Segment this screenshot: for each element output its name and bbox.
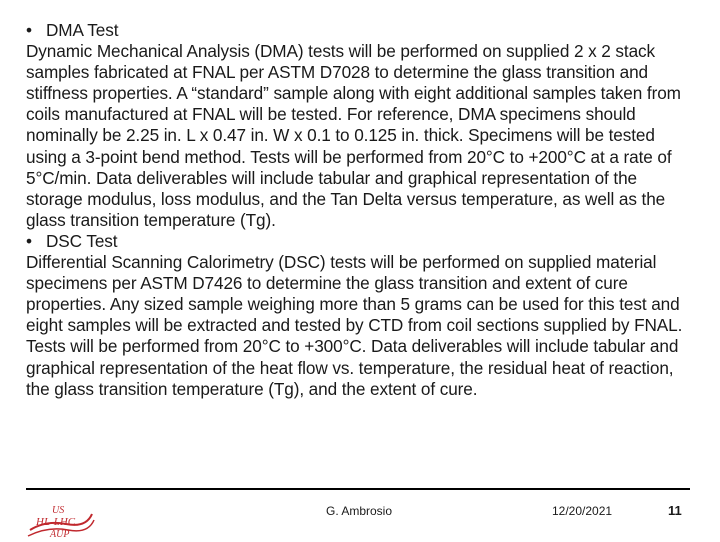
section-body-dma: Dynamic Mechanical Analysis (DMA) tests will be performed on supplied 2 x 2 stack samples fabricated at FNAL per ASTM D7028 to determine the glass transition and stiffness properties. A “standard” sample along with eight additional samples taken from coils manufactured at FNAL will be tested. For reference, DMA specimens should nominally be 2.25 in. L x 0.47 in. W x 0.1 to 0.125 in. thick. Specimens will be tested using a 3-point bend method. Tests will be performed from 20°C to +200°C at a rate of 5°C/min. Data deliverables will include tabular and graphical representation of the storage modulus, loss modulus, and the Tan Delta versus temperature, as well as the glass transition temperature (Tg).: [26, 41, 681, 230]
bullet-icon: •: [26, 230, 32, 251]
us-hl-lhc-aup-logo-icon: [26, 500, 96, 542]
logo-text-aup: AUP: [50, 529, 70, 540]
section-heading-dsc: [26, 231, 698, 252]
logo-text-us: US: [52, 505, 65, 516]
footer-date: 12/20/2021: [552, 504, 613, 518]
slide-content: [26, 20, 698, 400]
bullet-icon: •: [26, 20, 32, 40]
footer-author: G. Ambrosio: [326, 504, 393, 518]
heading-text: DSC Test: [46, 230, 118, 251]
heading-text: DMA Test: [46, 20, 119, 40]
page-number: 11: [668, 503, 682, 518]
slide-footer: [0, 488, 720, 540]
section-heading-dma: [26, 20, 698, 41]
section-body-dsc: Differential Scanning Calorimetry (DSC) tests will be performed on supplied material specimens per ASTM D7426 to determine the glass transition and extent of cure properties. Any sized sample weighing more than 5 grams can be used for this test and eight samples will be extracted and tested by CTD from coil sections supplied by FNAL. Tests will be performed from 20°C to +300°C. Data deliverables will include tabular and graphical representation of the heat flow vs. temperature, the residual heat of reaction, the glass transition temperature (Tg), and the extent of cure.: [26, 252, 683, 399]
logo-text-hl-lhc: HL-LHC: [36, 516, 76, 528]
footer-divider: [26, 488, 690, 490]
